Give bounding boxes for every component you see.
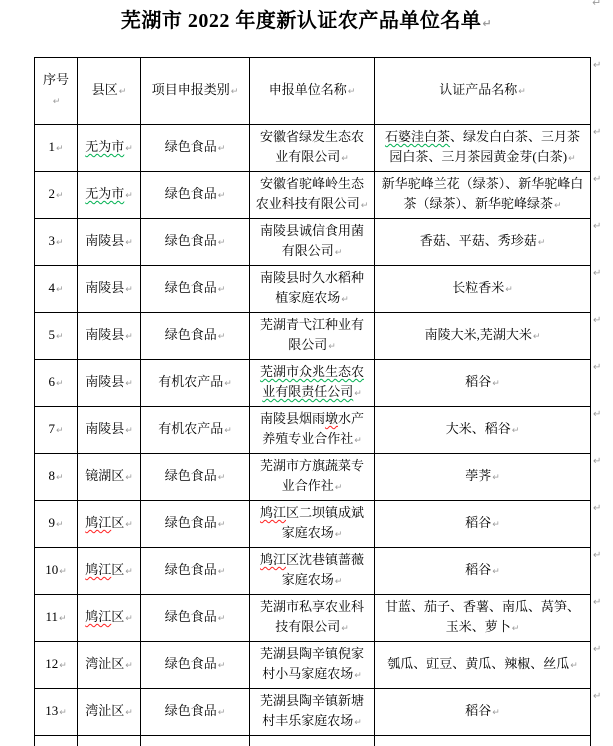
unit-cell[interactable] bbox=[250, 736, 375, 746]
category-cell[interactable] bbox=[141, 548, 250, 595]
paragraph-mark: ↵ bbox=[125, 144, 133, 154]
county-cell[interactable] bbox=[78, 125, 141, 172]
cell-text: 绿色食品 bbox=[164, 233, 217, 248]
products-cell[interactable] bbox=[375, 313, 591, 360]
paragraph-mark: ↵ bbox=[492, 708, 500, 718]
serial-cell[interactable] bbox=[35, 454, 78, 501]
cell-text: 12 bbox=[45, 656, 59, 671]
paragraph-mark: ↵ bbox=[55, 191, 64, 201]
paragraph-mark: ↵ bbox=[354, 718, 362, 728]
cell-text: 5 bbox=[48, 327, 55, 342]
paragraph-mark: ↵ bbox=[125, 661, 133, 671]
cell-text: 6 bbox=[48, 374, 55, 389]
cell-text: 绿色食品 bbox=[164, 280, 217, 295]
paragraph-mark: ↵ bbox=[570, 661, 578, 671]
unit-cell[interactable] bbox=[250, 548, 375, 595]
serial-cell[interactable] bbox=[35, 219, 78, 266]
paragraph-mark: ↵ bbox=[334, 577, 343, 587]
paragraph-mark: ↵ bbox=[125, 614, 133, 624]
paragraph-mark: ↵ bbox=[125, 708, 133, 718]
paragraph-mark: ↵ bbox=[59, 567, 67, 577]
paragraph-mark: ↵ bbox=[125, 191, 133, 201]
paragraph-mark: ↵ bbox=[217, 567, 226, 577]
table-row bbox=[35, 266, 591, 313]
cell-text: 大米、稻谷 bbox=[445, 421, 511, 436]
table-row bbox=[35, 125, 591, 172]
county-cell[interactable] bbox=[78, 501, 141, 548]
paragraph-mark: ↵ bbox=[553, 201, 562, 211]
paragraph-mark: ↵ bbox=[59, 661, 67, 671]
table-row bbox=[35, 407, 591, 454]
paragraph-mark: ↵ bbox=[55, 144, 64, 154]
paragraph-mark: ↵ bbox=[341, 295, 349, 305]
paragraph-mark: ↵ bbox=[217, 285, 226, 295]
county-cell[interactable] bbox=[78, 689, 141, 736]
serial-cell[interactable] bbox=[35, 736, 78, 746]
table-row bbox=[35, 219, 591, 266]
paragraph-mark: ↵ bbox=[224, 379, 232, 389]
products-cell[interactable] bbox=[375, 454, 591, 501]
serial-cell[interactable] bbox=[35, 266, 78, 313]
spellcheck-red-text: 鸠江 bbox=[259, 505, 286, 520]
paragraph-mark: ↵ bbox=[518, 87, 526, 97]
cell-text: 南陵县 bbox=[85, 327, 125, 342]
cell-text: 3 bbox=[48, 233, 55, 248]
spellcheck-red-text: 鸠江 bbox=[85, 609, 112, 624]
cell-text: 香菇、平菇、秀珍菇 bbox=[419, 233, 537, 248]
cell-text: 安徽省绿发生态农业有限公司 bbox=[259, 129, 364, 164]
cell-text: 甘蓝、茄子、香薯、南瓜、莴笋、玉米、萝卜 bbox=[384, 599, 580, 634]
table-row bbox=[35, 172, 591, 219]
spellcheck-green-text: 无为市 bbox=[85, 139, 125, 154]
cell-text: 绿色食品 bbox=[164, 468, 217, 483]
row-end-paragraph-mark: ↵ bbox=[593, 597, 602, 608]
spellcheck-green-text: 芜湖市众兆生态农业有限责任公司 bbox=[259, 364, 364, 399]
cell-text: 绿色食品 bbox=[164, 656, 217, 671]
cell-text: 稻谷 bbox=[465, 703, 492, 718]
county-cell[interactable] bbox=[78, 548, 141, 595]
cell-text: 绿色食品 bbox=[164, 703, 217, 718]
cell-text: 绿色食品 bbox=[164, 515, 217, 530]
cell-text: 南陵县烟雨 bbox=[259, 411, 325, 426]
table-row bbox=[35, 360, 591, 407]
paragraph-mark: ↵ bbox=[217, 708, 226, 718]
row-end-paragraph-mark: ↵ bbox=[593, 691, 602, 702]
cell-text: 序号 bbox=[42, 72, 69, 87]
cell-text: 7 bbox=[48, 421, 55, 436]
cell-text: 有机农产品 bbox=[158, 421, 224, 436]
unit-cell[interactable] bbox=[250, 360, 375, 407]
cell-text: 南陵县诚信食用菌有限公司 bbox=[259, 223, 364, 258]
spellcheck-red-text: 鸠江 bbox=[85, 562, 112, 577]
category-cell[interactable] bbox=[141, 219, 250, 266]
paragraph-mark: ↵ bbox=[592, 0, 602, 9]
table-row bbox=[35, 454, 591, 501]
row-end-paragraph-mark: ↵ bbox=[593, 503, 602, 514]
unit-cell[interactable] bbox=[250, 125, 375, 172]
paragraph-mark: ↵ bbox=[217, 473, 226, 483]
cell-text: 瓠瓜、豇豆、黄瓜、辣椒、丝瓜 bbox=[387, 656, 570, 671]
table-row-partial bbox=[35, 736, 591, 746]
spellcheck-red-text: 鸠江 bbox=[259, 552, 286, 567]
paragraph-mark: ↵ bbox=[55, 379, 64, 389]
paragraph-mark: ↵ bbox=[52, 97, 61, 107]
paragraph-mark: ↵ bbox=[354, 436, 362, 446]
cell-text: 荸荠 bbox=[465, 468, 492, 483]
row-end-paragraph-mark: ↵ bbox=[593, 60, 602, 71]
paragraph-mark: ↵ bbox=[334, 248, 343, 258]
cell-text: 绿色食品 bbox=[164, 139, 217, 154]
paragraph-mark: ↵ bbox=[492, 473, 500, 483]
cell-text: 绿色食品 bbox=[164, 609, 217, 624]
serial-cell[interactable] bbox=[35, 548, 78, 595]
products-cell[interactable] bbox=[375, 501, 591, 548]
unit-cell[interactable] bbox=[250, 454, 375, 501]
table-row bbox=[35, 595, 591, 642]
paragraph-mark: ↵ bbox=[125, 520, 133, 530]
column-header-0[interactable] bbox=[35, 58, 78, 125]
row-end-paragraph-mark: ↵ bbox=[593, 409, 602, 420]
paragraph-mark: ↵ bbox=[217, 661, 226, 671]
row-end-paragraph-mark: ↵ bbox=[593, 644, 602, 655]
cell-text: 水产养殖专业合作社 bbox=[262, 411, 365, 446]
cell-text: 2 bbox=[48, 186, 55, 201]
paragraph-mark: ↵ bbox=[125, 238, 133, 248]
paragraph-mark: ↵ bbox=[511, 426, 520, 436]
table-row bbox=[35, 501, 591, 548]
paragraph-mark: ↵ bbox=[334, 530, 343, 540]
paragraph-mark: ↵ bbox=[217, 520, 226, 530]
row-end-paragraph-mark: ↵ bbox=[593, 550, 602, 561]
cell-text: 项目申报类别 bbox=[151, 82, 230, 97]
page-title[interactable] bbox=[0, 4, 613, 33]
category-cell[interactable] bbox=[141, 501, 250, 548]
products-cell[interactable] bbox=[375, 689, 591, 736]
paragraph-mark: ↵ bbox=[59, 708, 67, 718]
serial-cell[interactable] bbox=[35, 125, 78, 172]
county-cell[interactable] bbox=[78, 219, 141, 266]
category-cell[interactable] bbox=[141, 595, 250, 642]
cell-text: 芜湖市方旗蔬菜专业合作社 bbox=[259, 458, 364, 493]
products-cell[interactable] bbox=[375, 407, 591, 454]
cell-text: 芜湖县陶辛镇新塘村丰乐家庭农场 bbox=[259, 693, 364, 728]
products-cell[interactable] bbox=[375, 595, 591, 642]
column-header-4[interactable] bbox=[375, 58, 591, 125]
cell-text: 稻谷 bbox=[465, 562, 492, 577]
products-cell[interactable] bbox=[375, 548, 591, 595]
paragraph-mark: ↵ bbox=[360, 201, 369, 211]
unit-cell[interactable] bbox=[250, 642, 375, 689]
county-cell[interactable] bbox=[78, 595, 141, 642]
cell-text: 南陵县时久水稻种植家庭农场 bbox=[259, 270, 364, 305]
spellcheck-green-text: 无为市 bbox=[85, 186, 125, 201]
paragraph-mark: ↵ bbox=[334, 483, 343, 493]
cell-text: 稻谷 bbox=[465, 374, 492, 389]
cell-text: 、绿发白白茶、三月茶园白茶、三月茶园黄金芽(白茶) bbox=[389, 129, 581, 164]
unit-cell[interactable] bbox=[250, 595, 375, 642]
category-cell[interactable] bbox=[141, 172, 250, 219]
cell-text: 11 bbox=[45, 609, 58, 624]
cell-text: 认证产品名称 bbox=[439, 82, 518, 97]
table-row bbox=[35, 313, 591, 360]
table-row bbox=[35, 689, 591, 736]
category-cell[interactable] bbox=[141, 360, 250, 407]
paragraph-mark: ↵ bbox=[511, 624, 520, 634]
serial-cell[interactable] bbox=[35, 501, 78, 548]
paragraph-mark: ↵ bbox=[492, 567, 500, 577]
paragraph-mark: ↵ bbox=[354, 671, 362, 681]
paragraph-mark: ↵ bbox=[224, 426, 232, 436]
paragraph-mark: ↵ bbox=[55, 473, 64, 483]
table-row bbox=[35, 548, 591, 595]
table-body bbox=[35, 125, 591, 746]
cell-text: 区二坝镇成斌家庭农场 bbox=[281, 505, 365, 540]
paragraph-mark: ↵ bbox=[217, 191, 226, 201]
column-header-3[interactable] bbox=[250, 58, 375, 125]
paragraph-mark: ↵ bbox=[217, 238, 226, 248]
category-cell[interactable] bbox=[141, 313, 250, 360]
cell-text: 区 bbox=[111, 562, 125, 577]
paragraph-mark: ↵ bbox=[482, 17, 493, 30]
products-cell[interactable] bbox=[375, 360, 591, 407]
products-cell[interactable] bbox=[375, 125, 591, 172]
unit-cell[interactable] bbox=[250, 266, 375, 313]
row-end-paragraph-mark: ↵ bbox=[593, 174, 602, 185]
category-cell[interactable] bbox=[141, 454, 250, 501]
paragraph-mark: ↵ bbox=[55, 238, 64, 248]
paragraph-mark: ↵ bbox=[125, 379, 133, 389]
cell-text: 区 bbox=[111, 609, 125, 624]
column-header-2[interactable] bbox=[141, 58, 250, 125]
certification-table bbox=[34, 57, 591, 746]
cell-text: 有机农产品 bbox=[158, 374, 224, 389]
cell-text: 8 bbox=[48, 468, 55, 483]
cell-text: 南陵县 bbox=[85, 280, 125, 295]
unit-cell[interactable] bbox=[250, 501, 375, 548]
category-cell[interactable] bbox=[141, 266, 250, 313]
cell-text: 南陵大米,芜湖大米 bbox=[424, 327, 532, 342]
county-cell[interactable] bbox=[78, 454, 141, 501]
cell-text: 芜湖青弋江种业有限公司 bbox=[259, 317, 364, 352]
page-title-text: 芜湖市 2022 年度新认证农产品单位名单 bbox=[120, 10, 482, 32]
cell-text: 湾沚区 bbox=[85, 703, 125, 718]
county-cell[interactable] bbox=[78, 407, 141, 454]
serial-cell[interactable] bbox=[35, 360, 78, 407]
products-cell[interactable] bbox=[375, 642, 591, 689]
spellcheck-red-text: 墩 bbox=[324, 411, 338, 426]
county-cell[interactable] bbox=[78, 172, 141, 219]
serial-cell[interactable] bbox=[35, 689, 78, 736]
paragraph-mark: ↵ bbox=[118, 87, 127, 97]
cell-text: 南陵县 bbox=[85, 421, 125, 436]
paragraph-mark: ↵ bbox=[125, 473, 133, 483]
row-end-paragraph-mark: ↵ bbox=[593, 456, 602, 467]
cell-text: 1 bbox=[48, 139, 55, 154]
serial-cell[interactable] bbox=[35, 172, 78, 219]
county-cell[interactable] bbox=[78, 313, 141, 360]
cell-text: 南陵县 bbox=[85, 233, 125, 248]
paragraph-mark: ↵ bbox=[532, 332, 541, 342]
cell-text: 新华驼峰兰花（绿茶）、新华驼峰白茶（绿茶）、新华驼峰绿茶 bbox=[381, 176, 584, 211]
paragraph-mark: ↵ bbox=[492, 520, 500, 530]
paragraph-mark: ↵ bbox=[55, 520, 64, 530]
paragraph-mark: ↵ bbox=[125, 426, 133, 436]
paragraph-mark: ↵ bbox=[217, 144, 226, 154]
cell-text: 湾沚区 bbox=[85, 656, 125, 671]
paragraph-mark: ↵ bbox=[125, 285, 133, 295]
cell-text: 稻谷 bbox=[465, 515, 492, 530]
serial-cell[interactable] bbox=[35, 313, 78, 360]
cell-text: 南陵县 bbox=[85, 374, 125, 389]
county-cell[interactable] bbox=[78, 736, 141, 746]
category-cell[interactable] bbox=[141, 125, 250, 172]
paragraph-mark: ↵ bbox=[55, 285, 64, 295]
serial-cell[interactable] bbox=[35, 407, 78, 454]
paragraph-mark: ↵ bbox=[354, 389, 362, 399]
paragraph-mark: ↵ bbox=[55, 426, 64, 436]
category-cell[interactable] bbox=[141, 736, 250, 746]
serial-cell[interactable] bbox=[35, 595, 78, 642]
county-cell[interactable] bbox=[78, 360, 141, 407]
unit-cell[interactable] bbox=[250, 689, 375, 736]
cell-text: 镜湖区 bbox=[85, 468, 125, 483]
paragraph-mark: ↵ bbox=[341, 624, 349, 634]
unit-cell[interactable] bbox=[250, 407, 375, 454]
spellcheck-green-text: 石婆洼白茶 bbox=[384, 129, 450, 144]
category-cell[interactable] bbox=[141, 689, 250, 736]
paragraph-mark: ↵ bbox=[55, 332, 64, 342]
cell-text: 县区 bbox=[91, 82, 118, 97]
paragraph-mark: ↵ bbox=[230, 87, 239, 97]
cell-text: 4 bbox=[48, 280, 55, 295]
products-cell[interactable] bbox=[375, 266, 591, 313]
row-end-paragraph-mark: ↵ bbox=[593, 127, 602, 138]
spellcheck-red-text: 鸠江 bbox=[85, 515, 112, 530]
paragraph-mark: ↵ bbox=[125, 332, 133, 342]
paragraph-mark: ↵ bbox=[341, 154, 349, 164]
products-cell[interactable] bbox=[375, 736, 591, 746]
cell-text: 10 bbox=[45, 562, 59, 577]
category-cell[interactable] bbox=[141, 407, 250, 454]
row-end-paragraph-mark: ↵ bbox=[593, 362, 602, 373]
paragraph-mark: ↵ bbox=[537, 238, 546, 248]
paragraph-mark: ↵ bbox=[347, 87, 356, 97]
unit-cell[interactable] bbox=[250, 313, 375, 360]
paragraph-mark: ↵ bbox=[505, 285, 513, 295]
row-end-paragraph-mark: ↵ bbox=[593, 268, 602, 279]
county-cell[interactable] bbox=[78, 642, 141, 689]
cell-text: 区沈巷镇蔷薇家庭农场 bbox=[281, 552, 365, 587]
row-end-paragraph-mark: ↵ bbox=[593, 221, 602, 232]
paragraph-mark: ↵ bbox=[217, 332, 226, 342]
cell-text: 长粒香米 bbox=[452, 280, 505, 295]
products-cell[interactable] bbox=[375, 219, 591, 266]
paragraph-mark: ↵ bbox=[328, 342, 336, 352]
cell-text: 绿色食品 bbox=[164, 562, 217, 577]
category-cell[interactable] bbox=[141, 642, 250, 689]
row-end-paragraph-mark: ↵ bbox=[593, 315, 602, 326]
table-header-row bbox=[35, 58, 591, 125]
cell-text: 安徽省驼峰岭生态农业科技有限公司 bbox=[255, 176, 364, 211]
paragraph-mark: ↵ bbox=[125, 567, 133, 577]
cell-text: 9 bbox=[48, 515, 55, 530]
cell-text: 绿色食品 bbox=[164, 186, 217, 201]
serial-cell[interactable] bbox=[35, 642, 78, 689]
cell-text: 区 bbox=[111, 515, 125, 530]
paragraph-mark: ↵ bbox=[58, 614, 67, 624]
products-cell[interactable] bbox=[375, 172, 591, 219]
paragraph-mark: ↵ bbox=[568, 154, 576, 164]
cell-text: 芜湖县陶辛镇倪家村小马家庭农场 bbox=[259, 646, 364, 681]
paragraph-mark: ↵ bbox=[217, 614, 226, 624]
paragraph-mark: ↵ bbox=[492, 379, 500, 389]
unit-cell[interactable] bbox=[250, 172, 375, 219]
cell-text: 绿色食品 bbox=[164, 327, 217, 342]
unit-cell[interactable] bbox=[250, 219, 375, 266]
county-cell[interactable] bbox=[78, 266, 141, 313]
cell-text: 申报单位名称 bbox=[268, 82, 347, 97]
column-header-1[interactable] bbox=[78, 58, 141, 125]
cell-text: 芜湖市私享农业科技有限公司 bbox=[259, 599, 364, 634]
table-row bbox=[35, 642, 591, 689]
cell-text: 13 bbox=[45, 703, 59, 718]
